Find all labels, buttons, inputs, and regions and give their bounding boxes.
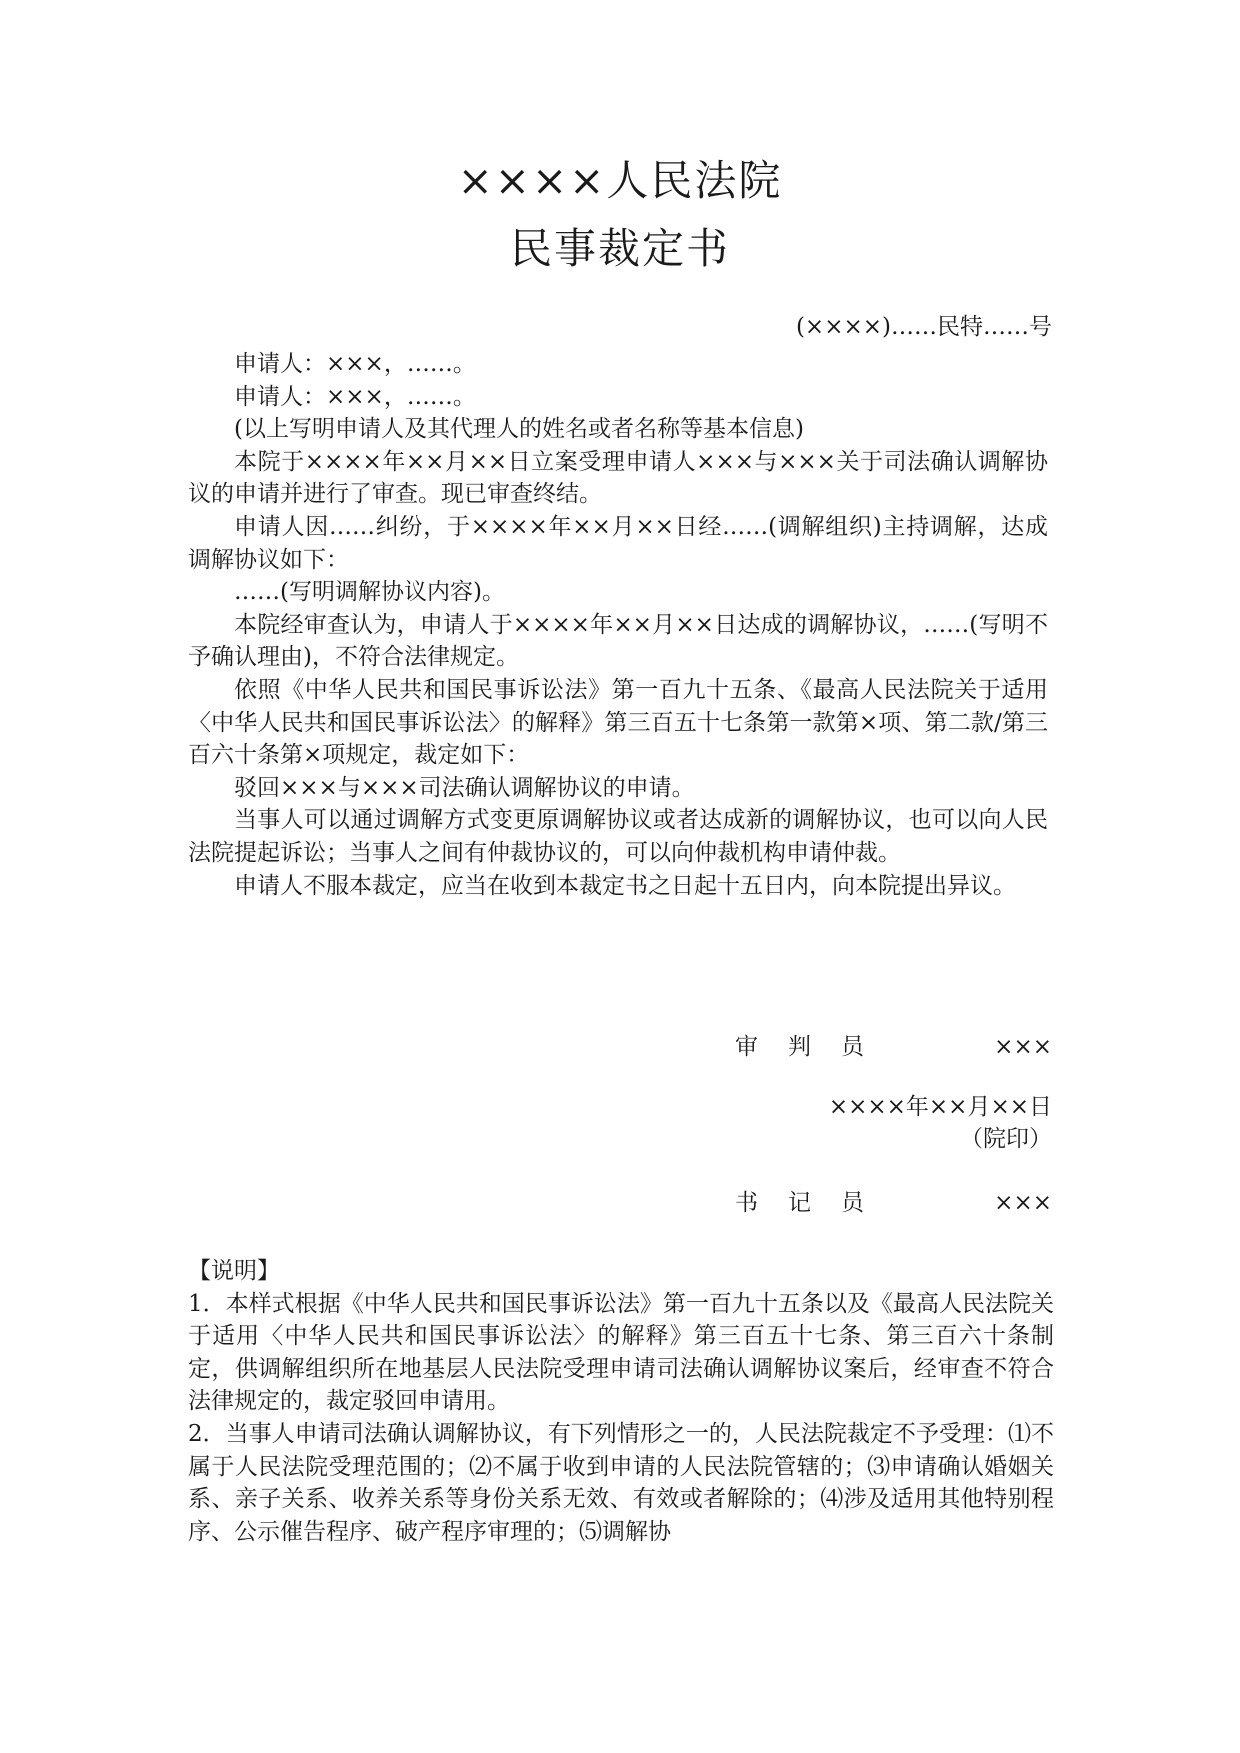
- clerk-name: ×××: [994, 1190, 1052, 1216]
- case-acceptance-paragraph: 本院于××××年××月××日立案受理申请人×××与×××关于司法确认调解协议的申请并进行了审查。现已审查终结。: [188, 448, 1048, 508]
- review-finding-paragraph: 本院经审查认为，申请人于××××年××月××日达成的调解协议，……(写明不予确认理由)，不符合法律规定。: [188, 611, 1048, 671]
- applicant-note: (以上写明申请人及其代理人的姓名或者名称等基本信息): [234, 416, 804, 443]
- court-name: ××××人民法院: [457, 156, 783, 205]
- applicant-2: 申请人：×××，……。: [234, 383, 476, 410]
- instruction-item-2: 2．当事人申请司法确认调解协议，有下列情形之一的，人民法院裁定不予受理：⑴不属于人民法院受理范围的；⑵不属于收到申请的人民法院管辖的；⑶申请确认婚姻关系、亲子关系、收养关系等身份关系无效、有效或者解除的；⑷涉及适用其他特别程序、公示催告程序、破产程序审理的；⑸调解协: [188, 1420, 1054, 1545]
- court-seal-note: （院印）: [960, 1126, 1052, 1152]
- objection-paragraph: 申请人不服本裁定，应当在收到本裁定书之日起十五日内，向本院提出异议。: [234, 872, 1016, 899]
- ruling-body: [188, 348, 1048, 902]
- legal-basis-paragraph: 依照《中华人民共和国民事诉讼法》第一百九十五条、《最高人民法院关于适用〈中华人民共和国民事诉讼法〉的解释》第三百五十七条第一款第×项、第二款/第三百六十条第×项规定，裁定如下：: [188, 676, 1048, 769]
- instruction-item-1: 1．本样式根据《中华人民共和国民事诉讼法》第一百九十五条以及《最高人民法院关于适用〈中华人民共和国民事诉讼法〉的解释》第三百五十七条、第三百六十条制定，供调解组织所在地基层人民法院受理申请司法确认调解协议案后，经审查不符合法律规定的，裁定驳回申请用。: [188, 1290, 1054, 1415]
- ruling-date: ××××年××月××日: [828, 1094, 1052, 1120]
- applicant-1: 申请人：×××，……。: [234, 351, 476, 377]
- document-type-title: 民事裁定书: [509, 224, 730, 273]
- judge-label: 审判员: [735, 1034, 894, 1060]
- agreement-content-paragraph: ……(写明调解协议内容)。: [234, 579, 505, 606]
- instructions-heading: 【说明】: [188, 1258, 280, 1284]
- remedy-paragraph: 当事人可以通过调解方式变更原调解协议或者达成新的调解协议，也可以向人民法院提起诉讼；当事人之间有仲裁协议的，可以向仲裁机构申请仲裁。: [188, 807, 1048, 866]
- instructions-section: [188, 1255, 1054, 1548]
- mediation-paragraph: 申请人因……纠纷，于××××年××月××日经……(调解组织)主持调解，达成调解协议如下：: [188, 513, 1048, 573]
- ruling-paragraph: 驳回×××与×××司法确认调解协议的申请。: [234, 774, 695, 801]
- clerk-label: 书记员: [735, 1190, 894, 1216]
- judge-name: ×××: [994, 1034, 1052, 1060]
- case-number: (××××)……民特……号: [795, 314, 1052, 340]
